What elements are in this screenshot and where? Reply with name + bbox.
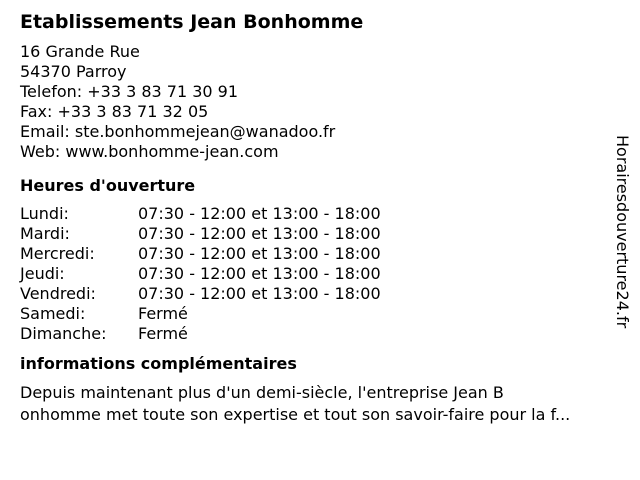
day-label: Jeudi:: [20, 264, 65, 283]
email-address: Email: ste.bonhommejean@wanadoo.fr: [20, 122, 336, 141]
hours-row-thursday: [20, 264, 610, 284]
day-hours: 07:30 - 12:00 et 13:00 - 18:00: [138, 264, 381, 283]
day-hours: 07:30 - 12:00 et 13:00 - 18:00: [138, 224, 381, 243]
brand-watermark: Horairesdouverture24.fr: [613, 135, 632, 329]
day-label: Dimanche:: [20, 324, 107, 343]
contact-block: [20, 42, 610, 162]
phone-number: Telefon: +33 3 83 71 30 91: [20, 82, 239, 101]
hours-row-friday: [20, 284, 610, 304]
hours-row-tuesday: [20, 224, 610, 244]
hours-row-sunday: [20, 324, 610, 344]
opening-hours-heading: Heures d'ouverture: [20, 176, 196, 195]
day-label: Samedi:: [20, 304, 86, 323]
day-label: Lundi:: [20, 204, 69, 223]
day-hours: Fermé: [138, 304, 188, 323]
fax-number: Fax: +33 3 83 71 32 05: [20, 102, 209, 121]
description-text: [20, 382, 620, 426]
description-line-1: Depuis maintenant plus d'un demi-siècle, l'entreprise Jean B: [20, 383, 504, 402]
description-line-2: onhomme met toute son expertise et tout son savoir-faire pour la f...: [20, 405, 571, 424]
business-card: [20, 10, 610, 426]
hours-row-wednesday: [20, 244, 610, 264]
day-label: Vendredi:: [20, 284, 96, 303]
day-label: Mardi:: [20, 224, 70, 243]
day-label: Mercredi:: [20, 244, 95, 263]
additional-info-heading: informations complémentaires: [20, 354, 297, 373]
hours-row-monday: [20, 204, 610, 224]
city-postcode: 54370 Parroy: [20, 62, 127, 81]
hours-row-saturday: [20, 304, 610, 324]
business-name: Etablissements Jean Bonhomme: [20, 11, 364, 33]
day-hours: Fermé: [138, 324, 188, 343]
day-hours: 07:30 - 12:00 et 13:00 - 18:00: [138, 284, 381, 303]
day-hours: 07:30 - 12:00 et 13:00 - 18:00: [138, 204, 381, 223]
day-hours: 07:30 - 12:00 et 13:00 - 18:00: [138, 244, 381, 263]
opening-hours-table: [20, 204, 610, 344]
street-address: 16 Grande Rue: [20, 42, 140, 61]
website-address: Web: www.bonhomme-jean.com: [20, 142, 279, 161]
